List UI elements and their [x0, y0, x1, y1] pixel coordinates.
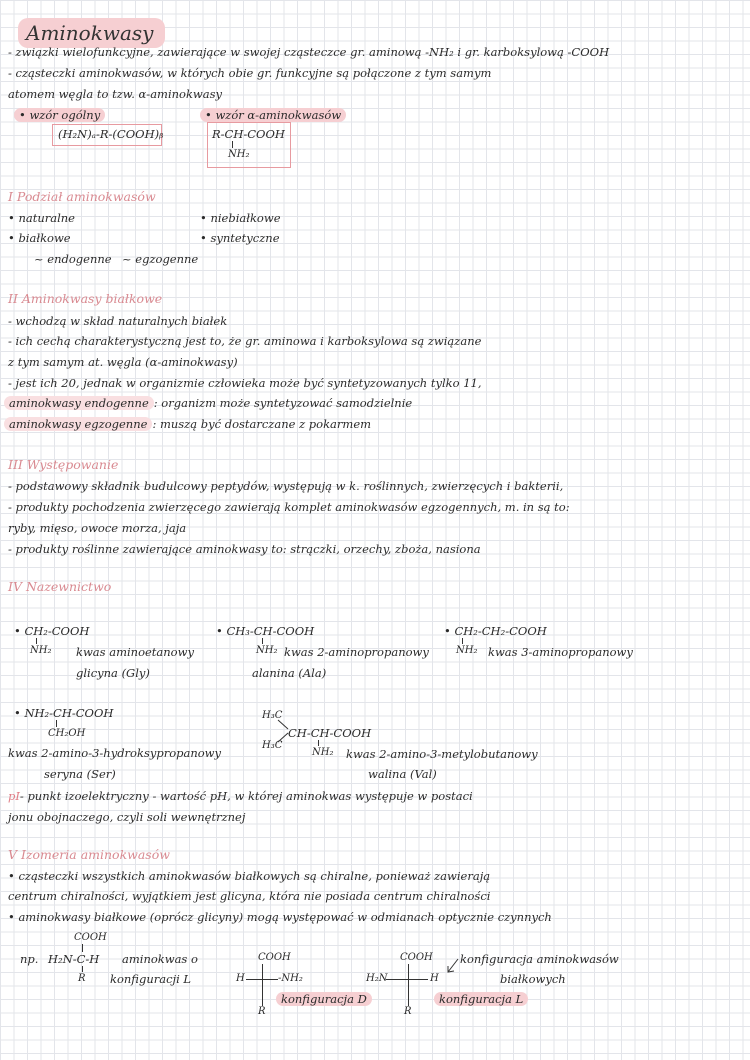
- val-h3c-bottom: H₃C: [262, 740, 283, 751]
- val-chain: CH-CH-COOH: [288, 726, 372, 740]
- fischer-1-bond-bottom: [82, 966, 83, 972]
- section-4-heading: IV Nazewnictwo: [8, 579, 112, 594]
- s2-egzogenne: aminokwasy egzogenne : muszą być dostarczane z pokarmem: [4, 417, 371, 431]
- fischer-1-center: H₂N-C-H: [48, 952, 100, 966]
- fischer-d-r: R: [258, 1006, 266, 1017]
- pi-line-2: jonu obojnaczego, czyli soli wewnętrznej: [8, 810, 246, 824]
- s2-endogenne: aminokwasy endogenne : organizm może syntetyzować samodzielnie: [4, 396, 412, 410]
- alpha-bond: [232, 141, 233, 148]
- gly-nh2: NH₂: [30, 645, 52, 656]
- class-egzogenne: ~ egzogenne: [122, 252, 199, 266]
- s5-line-3: • aminokwasy białkowe (oprócz glicyny) mogą występować w odmianach optycznie czynnych: [8, 910, 552, 924]
- fischer-d-cooh: COOH: [258, 952, 291, 963]
- s3-line-4: - produkty roślinne zawierające aminokwasy to: strączki, orzechy, zboża, nasiona: [8, 542, 481, 556]
- general-formula-label: • wzór ogólny: [14, 108, 105, 122]
- pi-line-1: pI- punkt izoelektryczny - wartość pH, w której aminokwas występuje w postaci: [8, 789, 473, 803]
- fischer-1-desc-2: konfiguracji L: [110, 972, 192, 986]
- alpha-formula-bottom: NH₂: [228, 149, 250, 160]
- ser-sub: CH₂OH: [48, 728, 86, 739]
- ser-name: kwas 2-amino-3-hydroksypropanowy: [8, 746, 222, 760]
- b-ala-name: kwas 3-aminopropanowy: [488, 645, 633, 659]
- s2-line-4: - jest ich 20, jednak w organizmie człowieka może być syntetyzowanych tylko 11,: [8, 376, 482, 390]
- general-formula: (H₂N)ₐ-R-(COOH)ᵦ: [58, 127, 164, 141]
- note-line-1: konfiguracja aminokwasów: [460, 952, 619, 966]
- ala-name: kwas 2-aminopropanowy: [284, 645, 429, 659]
- fischer-l-vertical: [408, 964, 409, 1006]
- fischer-1-bond-top: [82, 944, 83, 952]
- fischer-1-r: R: [78, 973, 86, 984]
- fischer-d-horizontal: [246, 979, 278, 980]
- s2-line-2: - ich cechą charakterystyczną jest to, że gr. aminowa i karboksylowa są związane: [8, 334, 482, 348]
- fischer-d-nh2: -NH₂: [278, 973, 303, 984]
- section-3-heading: III Występowanie: [8, 457, 119, 472]
- fischer-l-h: H: [430, 973, 439, 984]
- config-d-label: konfiguracja D: [276, 992, 372, 1006]
- s5-line-1: • cząsteczki wszystkich aminokwasów białkowych są chiralne, ponieważ zawierają: [8, 869, 491, 883]
- ser-common: seryna (Ser): [44, 767, 116, 781]
- note-line-2: białkowych: [500, 972, 566, 986]
- fischer-d-vertical: [262, 964, 263, 1006]
- alpha-formula-top: R-CH-COOH: [212, 127, 285, 141]
- fischer-l-horizontal: [386, 979, 428, 980]
- section-5-heading: V Izomeria aminokwasów: [8, 847, 170, 862]
- class-endogenne: ~ endogenne: [34, 252, 112, 266]
- gly-bond: [36, 638, 37, 644]
- config-l-label: konfiguracja L: [434, 992, 528, 1006]
- intro-line-3: atomem węgla to tzw. α-aminokwasy: [8, 87, 223, 101]
- s3-line-3: ryby, mięso, owoce morza, jaja: [8, 521, 187, 535]
- fischer-1-desc-1: aminokwas o: [122, 952, 198, 966]
- ala-formula: • CH₃-CH-COOH: [216, 624, 315, 638]
- np-label: np.: [20, 952, 39, 966]
- class-niebialkowe: • niebiałkowe: [200, 211, 281, 225]
- page-title: Aminokwasy: [18, 18, 165, 48]
- arrow-icon: [446, 958, 460, 974]
- b-ala-nh2: NH₂: [456, 645, 478, 656]
- s2-line-1: - wchodzą w skład naturalnych białek: [8, 314, 228, 328]
- val-common: walina (Val): [368, 767, 437, 781]
- alpha-formula-label: • wzór α-aminokwasów: [200, 108, 346, 122]
- intro-line-2: - cząsteczki aminokwasów, w których obie gr. funkcyjne są połączone z tym samym: [8, 66, 492, 80]
- ser-bond: [56, 720, 57, 727]
- section-1-heading: I Podział aminokwasów: [8, 189, 156, 204]
- gly-name: kwas aminoetanowy: [76, 645, 194, 659]
- ala-nh2: NH₂: [256, 645, 278, 656]
- gly-common: glicyna (Gly): [76, 666, 150, 680]
- b-ala-formula: • CH₂-CH₂-COOH: [444, 624, 547, 638]
- fischer-l-cooh: COOH: [400, 952, 433, 963]
- val-name: kwas 2-amino-3-metylobutanowy: [346, 747, 538, 761]
- class-bialkowe: • białkowe: [8, 231, 71, 245]
- s3-line-1: - podstawowy składnik budulcowy peptydów, występują w k. roślinnych, zwierzęcych i bakterii,: [8, 479, 564, 493]
- val-nh2: NH₂: [312, 747, 334, 758]
- section-2-heading: II Aminokwasy białkowe: [8, 291, 163, 306]
- class-naturalne: • naturalne: [8, 211, 75, 225]
- ala-common: alanina (Ala): [252, 666, 327, 680]
- ala-bond: [262, 638, 263, 644]
- s3-line-2: - produkty pochodzenia zwierzęcego zawierają komplet aminokwasów egzogennych, m. in są to:: [8, 500, 570, 514]
- intro-line-1: - związki wielofunkcyjne, zawierające w swojej cząsteczce gr. aminową -NH₂ i gr. karboksylową -COOH: [8, 45, 610, 59]
- fischer-d-h: H: [236, 973, 245, 984]
- b-ala-bond: [462, 638, 463, 644]
- class-syntetyczne: • syntetyczne: [200, 231, 280, 245]
- s2-line-3: z tym samym at. węgla (α-aminokwasy): [8, 355, 238, 369]
- gly-formula: • CH₂-COOH: [14, 624, 90, 638]
- s5-line-2: centrum chiralności, wyjątkiem jest glicyna, która nie posiada centrum chiralności: [8, 889, 491, 903]
- ser-formula: • NH₂-CH-COOH: [14, 706, 114, 720]
- fischer-l-r: R: [404, 1006, 412, 1017]
- fischer-1-cooh: COOH: [74, 932, 107, 943]
- fischer-l-h2n: H₂N: [366, 973, 388, 984]
- val-h3c-top: H₃C: [262, 710, 283, 721]
- val-bond: [318, 740, 319, 746]
